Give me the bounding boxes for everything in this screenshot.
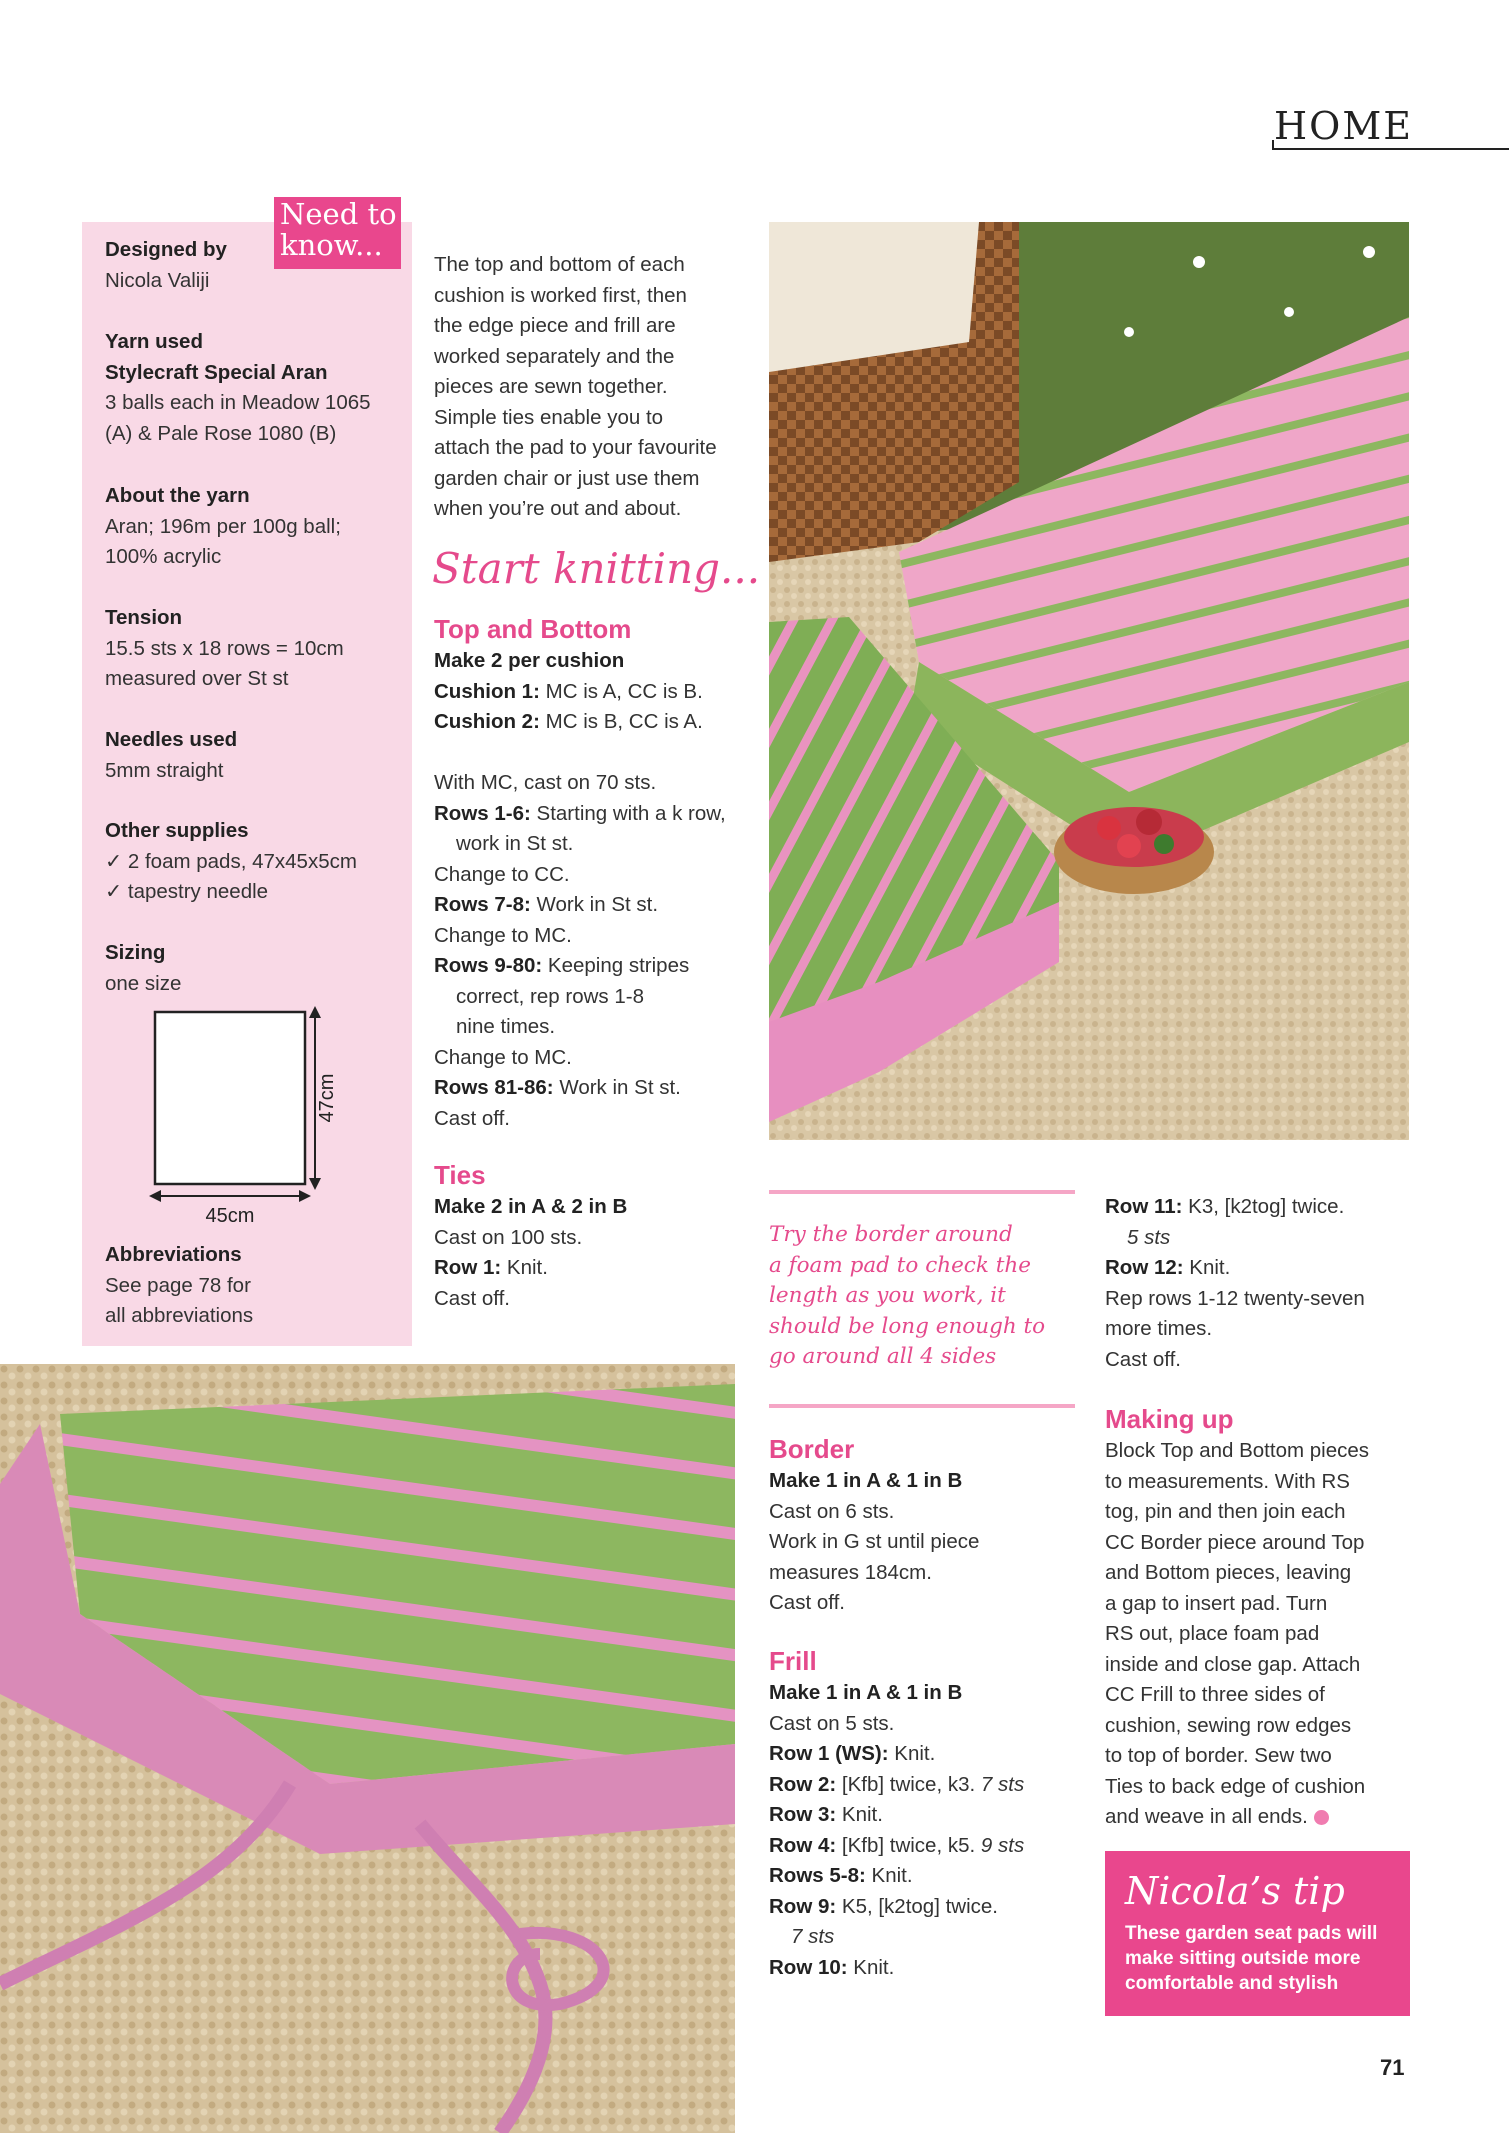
intro-line: The top and bottom of each	[434, 253, 685, 276]
instruction-line: and Bottom pieces, leaving	[1105, 1561, 1352, 1584]
section-title: HOME	[1274, 104, 1413, 148]
quote-line: a foam pad to check the	[769, 1252, 1031, 1278]
cushion-closeup-photo	[0, 1364, 735, 2133]
instruction-line: Cast on 100 sts.	[434, 1225, 583, 1249]
quote-line: length as you work, it	[769, 1283, 1006, 1308]
make-line: Make 1 in A & 1 in B	[769, 1469, 963, 1492]
intro-line: when you’re out and about.	[434, 497, 682, 520]
instruction-line: Cast on 5 sts.	[769, 1711, 895, 1735]
about-yarn-detail: Aran; 196m per 100g ball;	[105, 514, 341, 538]
top-bottom-heading: Top and Bottom	[434, 614, 632, 644]
row-label: Row 11:	[1105, 1195, 1183, 1218]
about-yarn-info	[105, 481, 405, 573]
designer-label: Designed by	[105, 238, 227, 261]
row-text: Knit.	[865, 1864, 913, 1887]
border-heading: Border	[769, 1434, 855, 1464]
section-rule-tick	[1272, 140, 1274, 150]
intro-line: attach the pad to your favourite	[434, 436, 717, 459]
frill-section	[769, 1644, 1089, 1983]
instruction-line: CC Frill to three sides of	[1105, 1683, 1325, 1706]
intro-line: Simple ties enable you to	[434, 405, 664, 429]
instruction-line: Change to MC.	[434, 923, 572, 947]
yarn-info	[105, 327, 405, 449]
instruction-line: Cast off.	[769, 1591, 845, 1614]
instruction-line: Rep rows 1-12 twenty-seven	[1105, 1286, 1365, 1310]
make-line: Make 2 in A & 2 in B	[434, 1195, 628, 1218]
tip-box	[1105, 1851, 1410, 2016]
instruction-line: Cast off.	[1105, 1347, 1181, 1371]
row-text: Knit.	[888, 1742, 936, 1765]
row-label: Rows 81-86:	[434, 1076, 554, 1099]
tension-info	[105, 603, 405, 695]
making-up-section	[1105, 1402, 1410, 1833]
section-header	[1272, 100, 1509, 150]
row-text: Knit.	[836, 1803, 883, 1826]
about-yarn-detail: 100% acrylic	[105, 545, 222, 568]
row-label: Row 9:	[769, 1894, 837, 1918]
border-section	[769, 1432, 1089, 1619]
yarn-detail: (A) & Pale Rose 1080 (B)	[105, 421, 337, 445]
height-dimension: 47cm	[316, 1073, 338, 1123]
supplies-label: Other supplies	[105, 819, 249, 842]
making-up-heading: Making up	[1105, 1404, 1234, 1434]
needles-info	[105, 725, 405, 786]
tension-detail: measured over St st	[105, 667, 289, 690]
instruction-line: Change to MC.	[434, 1045, 572, 1069]
frill-continued	[1105, 1192, 1405, 1375]
designer-info	[105, 235, 405, 296]
instruction-line: Cast off.	[434, 1106, 510, 1130]
row-label: Row 12:	[1105, 1256, 1184, 1279]
row-text: K3, [k2tog] twice.	[1182, 1195, 1345, 1218]
row-text: MC is B, CC is A.	[539, 710, 703, 733]
instruction-line: Ties to back edge of cushion	[1105, 1774, 1366, 1798]
abbreviations-label: Abbreviations	[105, 1243, 242, 1266]
make-line: Make 1 in A & 1 in B	[769, 1681, 963, 1704]
start-knitting-heading: Start knitting...	[432, 544, 761, 593]
abbreviations-info	[105, 1240, 405, 1332]
designer-name: Nicola Valiji	[105, 268, 210, 292]
instruction-line: to measurements. With RS	[1105, 1469, 1350, 1493]
needles-value: 5mm straight	[105, 758, 224, 782]
tension-detail: 15.5 sts x 18 rows = 10cm	[105, 636, 344, 660]
quote-rule-top	[769, 1190, 1075, 1194]
instruction-line: cushion, sewing row edges	[1105, 1713, 1352, 1737]
supplies-info	[105, 816, 405, 908]
about-yarn-label: About the yarn	[105, 484, 250, 507]
row-label: Cushion 2:	[434, 710, 540, 733]
row-text: Work in St st.	[530, 893, 659, 916]
instruction-line: and weave in all ends.	[1105, 1805, 1308, 1828]
row-label: Rows 9-80:	[434, 954, 543, 977]
size-diagram	[105, 1000, 345, 1230]
yarn-label: Yarn used	[105, 330, 203, 353]
ties-heading: Ties	[434, 1160, 486, 1190]
section-rule	[1272, 148, 1509, 150]
quote-line: Try the border around	[769, 1222, 1013, 1247]
sizing-value: one size	[105, 971, 182, 995]
width-dimension: 45cm	[205, 1205, 255, 1227]
stitch-count: 9 sts	[980, 1833, 1025, 1857]
instruction-line: With MC, cast on 70 sts.	[434, 771, 657, 794]
row-text: Knit.	[501, 1256, 548, 1279]
row-label: Rows 5-8:	[769, 1864, 866, 1887]
yarn-detail: 3 balls each in Meadow 1065	[105, 391, 371, 414]
intro-line: garden chair or just use them	[434, 466, 700, 490]
tip-title: Nicola’s tip	[1125, 1869, 1345, 1913]
frill-heading: Frill	[769, 1646, 817, 1676]
intro-line: cushion is worked first, then	[434, 283, 687, 307]
badge-line: know...	[280, 228, 383, 262]
stitch-count: 7 sts	[980, 1772, 1025, 1796]
instruction-line: Block Top and Bottom pieces	[1105, 1439, 1369, 1462]
instruction-line: to top of border. Sew two	[1105, 1744, 1332, 1767]
supply-item: ✓ 2 foam pads, 47x45x5cm	[105, 849, 357, 873]
row-label: Rows 7-8:	[434, 893, 531, 916]
row-text: Knit.	[1183, 1256, 1231, 1279]
page-number: 71	[1380, 2055, 1405, 2080]
row-text: [Kfb] twice, k5.	[836, 1833, 981, 1857]
instruction-line: Cast on 6 sts.	[769, 1499, 895, 1523]
badge-line: Need to	[280, 197, 397, 231]
row-text: K5, [k2tog] twice.	[836, 1894, 999, 1918]
stitch-count: 7 sts	[791, 1925, 835, 1948]
instruction-line: RS out, place foam pad	[1105, 1622, 1320, 1645]
intro-line: the edge piece and frill are	[434, 314, 676, 337]
cushion-picnic-photo	[769, 222, 1409, 1140]
row-label: Row 4:	[769, 1833, 837, 1857]
row-label: Row 1 (WS):	[769, 1742, 889, 1765]
yarn-ball-end-icon	[1314, 1810, 1329, 1825]
abbreviations-detail: all abbreviations	[105, 1304, 254, 1327]
instruction-line: CC Border piece around Top	[1105, 1530, 1365, 1554]
instruction-line: Work in G st until piece	[769, 1530, 980, 1553]
quote-line: should be long enough to	[769, 1313, 1046, 1339]
yarn-name: Stylecraft Special Aran	[105, 360, 328, 384]
row-label: Rows 1-6:	[434, 801, 531, 825]
row-text: Starting with a k row,	[530, 801, 726, 825]
size-diagram-graphic	[105, 1000, 345, 1230]
instruction-line: tog, pin and then join each	[1105, 1500, 1346, 1523]
row-label: Row 1:	[434, 1256, 502, 1279]
quote-rule-bottom	[769, 1404, 1075, 1408]
row-text: MC is A, CC is B.	[539, 679, 703, 703]
instruction-line: correct, rep rows 1-8	[456, 984, 644, 1008]
instruction-line: measures 184cm.	[769, 1560, 932, 1584]
sizing-info	[105, 938, 405, 999]
instruction-line: inside and close gap. Attach	[1105, 1652, 1361, 1676]
abbreviations-detail: See page 78 for	[105, 1273, 251, 1297]
row-label: Cushion 1:	[434, 679, 540, 703]
instruction-line: Change to CC.	[434, 862, 570, 886]
quote-line: go around all 4 sides	[769, 1344, 997, 1369]
supply-item: ✓ tapestry needle	[105, 880, 269, 903]
ties-section	[434, 1158, 754, 1314]
instruction-line: nine times.	[456, 1015, 556, 1038]
intro-line: pieces are sewn together.	[434, 375, 668, 398]
row-label: Row 2:	[769, 1772, 837, 1796]
instruction-line: Cast off.	[434, 1286, 510, 1310]
row-text: Keeping stripes	[542, 954, 690, 977]
stitch-count: 5 sts	[1127, 1225, 1171, 1249]
row-label: Row 3:	[769, 1803, 837, 1826]
row-text: [Kfb] twice, k3.	[836, 1772, 981, 1796]
row-text: Work in St st.	[553, 1076, 681, 1099]
top-bottom-section	[434, 612, 754, 1134]
row-text: Knit.	[847, 1955, 895, 1979]
row-label: Row 10:	[769, 1955, 848, 1979]
pull-quote	[769, 1220, 1079, 1373]
needles-label: Needles used	[105, 728, 238, 751]
instruction-line: more times.	[1105, 1317, 1213, 1340]
instruction-line: work in St st.	[456, 832, 574, 855]
instruction-line: a gap to insert pad. Turn	[1105, 1591, 1328, 1615]
intro-line: worked separately and the	[434, 344, 675, 368]
tip-text: These garden seat pads will make sitting outside more comfortable and stylish	[1125, 1923, 1378, 1994]
sizing-label: Sizing	[105, 941, 166, 964]
make-line: Make 2 per cushion	[434, 649, 625, 672]
intro-text	[434, 250, 754, 525]
tension-label: Tension	[105, 606, 183, 629]
